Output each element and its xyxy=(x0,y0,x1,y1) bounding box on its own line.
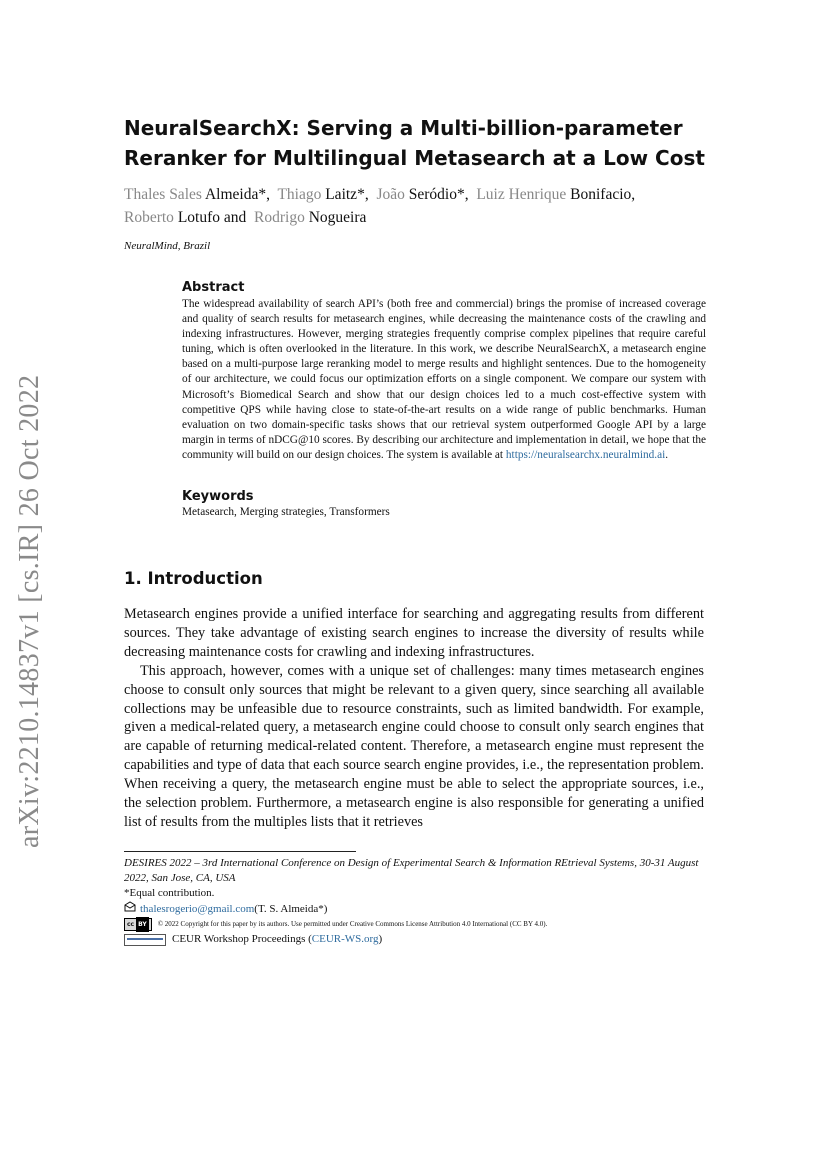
cc-badge-text: cc xyxy=(127,921,135,928)
copyright-line xyxy=(124,917,709,932)
paragraph: This approach, however, comes with a unique set of challenges: many times metasearch engines choose to consult only sources that might be relevant to a given query, since searching all available collections may be unfeasible due to resource constraints, such as limited bandwidth. For example, given a medical-related query, a metasearch engine could choose to consult only search engines that are capable of returning medical-related content. Therefore, a metasearch engine must represent the capabilities and type of data that each source search engine provides, i.e., the representation problem. When receiving a query, the metasearch engine must be able to select the appropriate sources, i.e., the selection problem. Furthermore, a metasearch engine is also responsible for generating a unified list of results from the multiples lists that it retrieves xyxy=(124,662,704,830)
author-mark: *, xyxy=(258,186,270,203)
abstract-end: . xyxy=(665,448,669,461)
author-list xyxy=(124,183,724,229)
paragraph: Metasearch engines provide a unified interface for searching and aggregating results from different sources. They take advantage of existing search engines to increase the diversity of results while decreasing maintenance costs for crawling and indexing infrastructures. xyxy=(124,606,704,660)
footnotes xyxy=(124,856,709,947)
author-mark: , xyxy=(631,186,636,203)
author-mark: *, xyxy=(456,186,469,203)
ceur-line xyxy=(124,932,709,947)
keywords-section xyxy=(182,489,706,518)
email-link[interactable]: thalesrogerio@gmail.com xyxy=(140,902,255,915)
arxiv-identifier: arXiv:2210.14837v1 [cs.IR] 26 Oct 2022 xyxy=(14,374,45,848)
copyright-text: © 2022 Copyright for this paper by its authors. Use permitted under Creative Commons License Attribution 4.0 International (CC BY 4.0). xyxy=(157,920,548,928)
author-mark: *, xyxy=(357,186,369,203)
author-given-name: Luiz Henrique xyxy=(476,186,567,203)
ceur-suffix: ) xyxy=(378,933,383,945)
introduction-body xyxy=(124,605,704,832)
author-given-name: Thiago xyxy=(277,186,322,203)
author-given-name: Rodrigo xyxy=(254,209,305,226)
footnote-divider xyxy=(124,851,356,852)
paper-title xyxy=(124,113,744,173)
author xyxy=(277,186,368,203)
ceur-logo-icon xyxy=(124,934,166,946)
envelope-icon xyxy=(124,901,136,917)
author-given-name: Roberto xyxy=(124,209,174,226)
author-family-name: Bonifacio xyxy=(570,186,632,203)
author-family-name: Nogueira xyxy=(308,209,367,226)
author xyxy=(124,209,246,226)
system-url-link[interactable]: https://neuralsearchx.neuralmind.ai xyxy=(505,448,666,461)
equal-contribution-note: *Equal contribution. xyxy=(124,887,215,899)
email-line xyxy=(124,901,709,917)
author xyxy=(376,186,468,203)
abstract-section xyxy=(182,280,706,463)
ceur-prefix: CEUR Workshop Proceedings ( xyxy=(172,933,312,945)
abstract-body xyxy=(182,297,706,463)
author-given-name: Thales Sales xyxy=(124,186,202,203)
author xyxy=(254,209,366,226)
title-line-1: NeuralSearchX: Serving a Multi-billion-parameter xyxy=(124,116,683,140)
cc-by-text: BY xyxy=(136,917,149,932)
author xyxy=(124,186,270,203)
author-family-name: Seródio xyxy=(408,186,457,203)
keywords-heading: Keywords xyxy=(182,489,254,504)
abstract-text: The widespread availability of search API’s (both free and commercial) brings the promise of increased coverage and quality of search results for metasearch engines, while decreasing the maintenance costs of the crawling and indexing infrastructures. However, merging strategies frequently comprise complex pipelines that require careful tuning, which is often overlooked in the literature. In this work, we describe NeuralSearchX, a metasearch engine based on a multi-purpose large reranking model to merge results and highlight sentences. Due to the homogeneity of our architecture, we could focus our optimization efforts on a single component. We compare our system with Microsoft’s Biomedical Search and show that our design choices led to a much cost-effective system with competitive QPS while having close to state-of-the-art results on a wide range of public benchmarks. Human evaluation on two domain-specific tasks shows that our retrieval system outperformed Google API by a large margin in terms of nDCG@10 scores. By describing our architecture and implementation in detail, we hope that the community will build on our design choices. The system is available at xyxy=(182,298,706,461)
affiliation: NeuralMind, Brazil xyxy=(124,240,211,252)
author-mark: and xyxy=(220,209,247,226)
cc-by-license-icon xyxy=(124,918,152,931)
abstract-heading: Abstract xyxy=(182,280,245,295)
ceur-link[interactable]: CEUR-WS.org xyxy=(311,933,379,945)
author-family-name: Laitz xyxy=(325,186,358,203)
keywords-list: Metasearch, Merging strategies, Transformers xyxy=(182,506,390,518)
title-line-2: Reranker for Multilingual Metasearch at a Low Cost xyxy=(124,146,705,170)
section-heading-introduction: 1. Introduction xyxy=(124,569,263,588)
author-family-name: Lotufo xyxy=(177,209,220,226)
author-family-name: Almeida xyxy=(204,186,259,203)
email-owner: (T. S. Almeida*) xyxy=(254,902,328,915)
author xyxy=(476,186,635,203)
conference-note: DESIRES 2022 – 3rd International Conference on Design of Experimental Search & Information REtrieval Systems, 30-31 August 2022, San Jose, CA, USA xyxy=(124,857,699,884)
author-given-name: João xyxy=(376,186,405,203)
